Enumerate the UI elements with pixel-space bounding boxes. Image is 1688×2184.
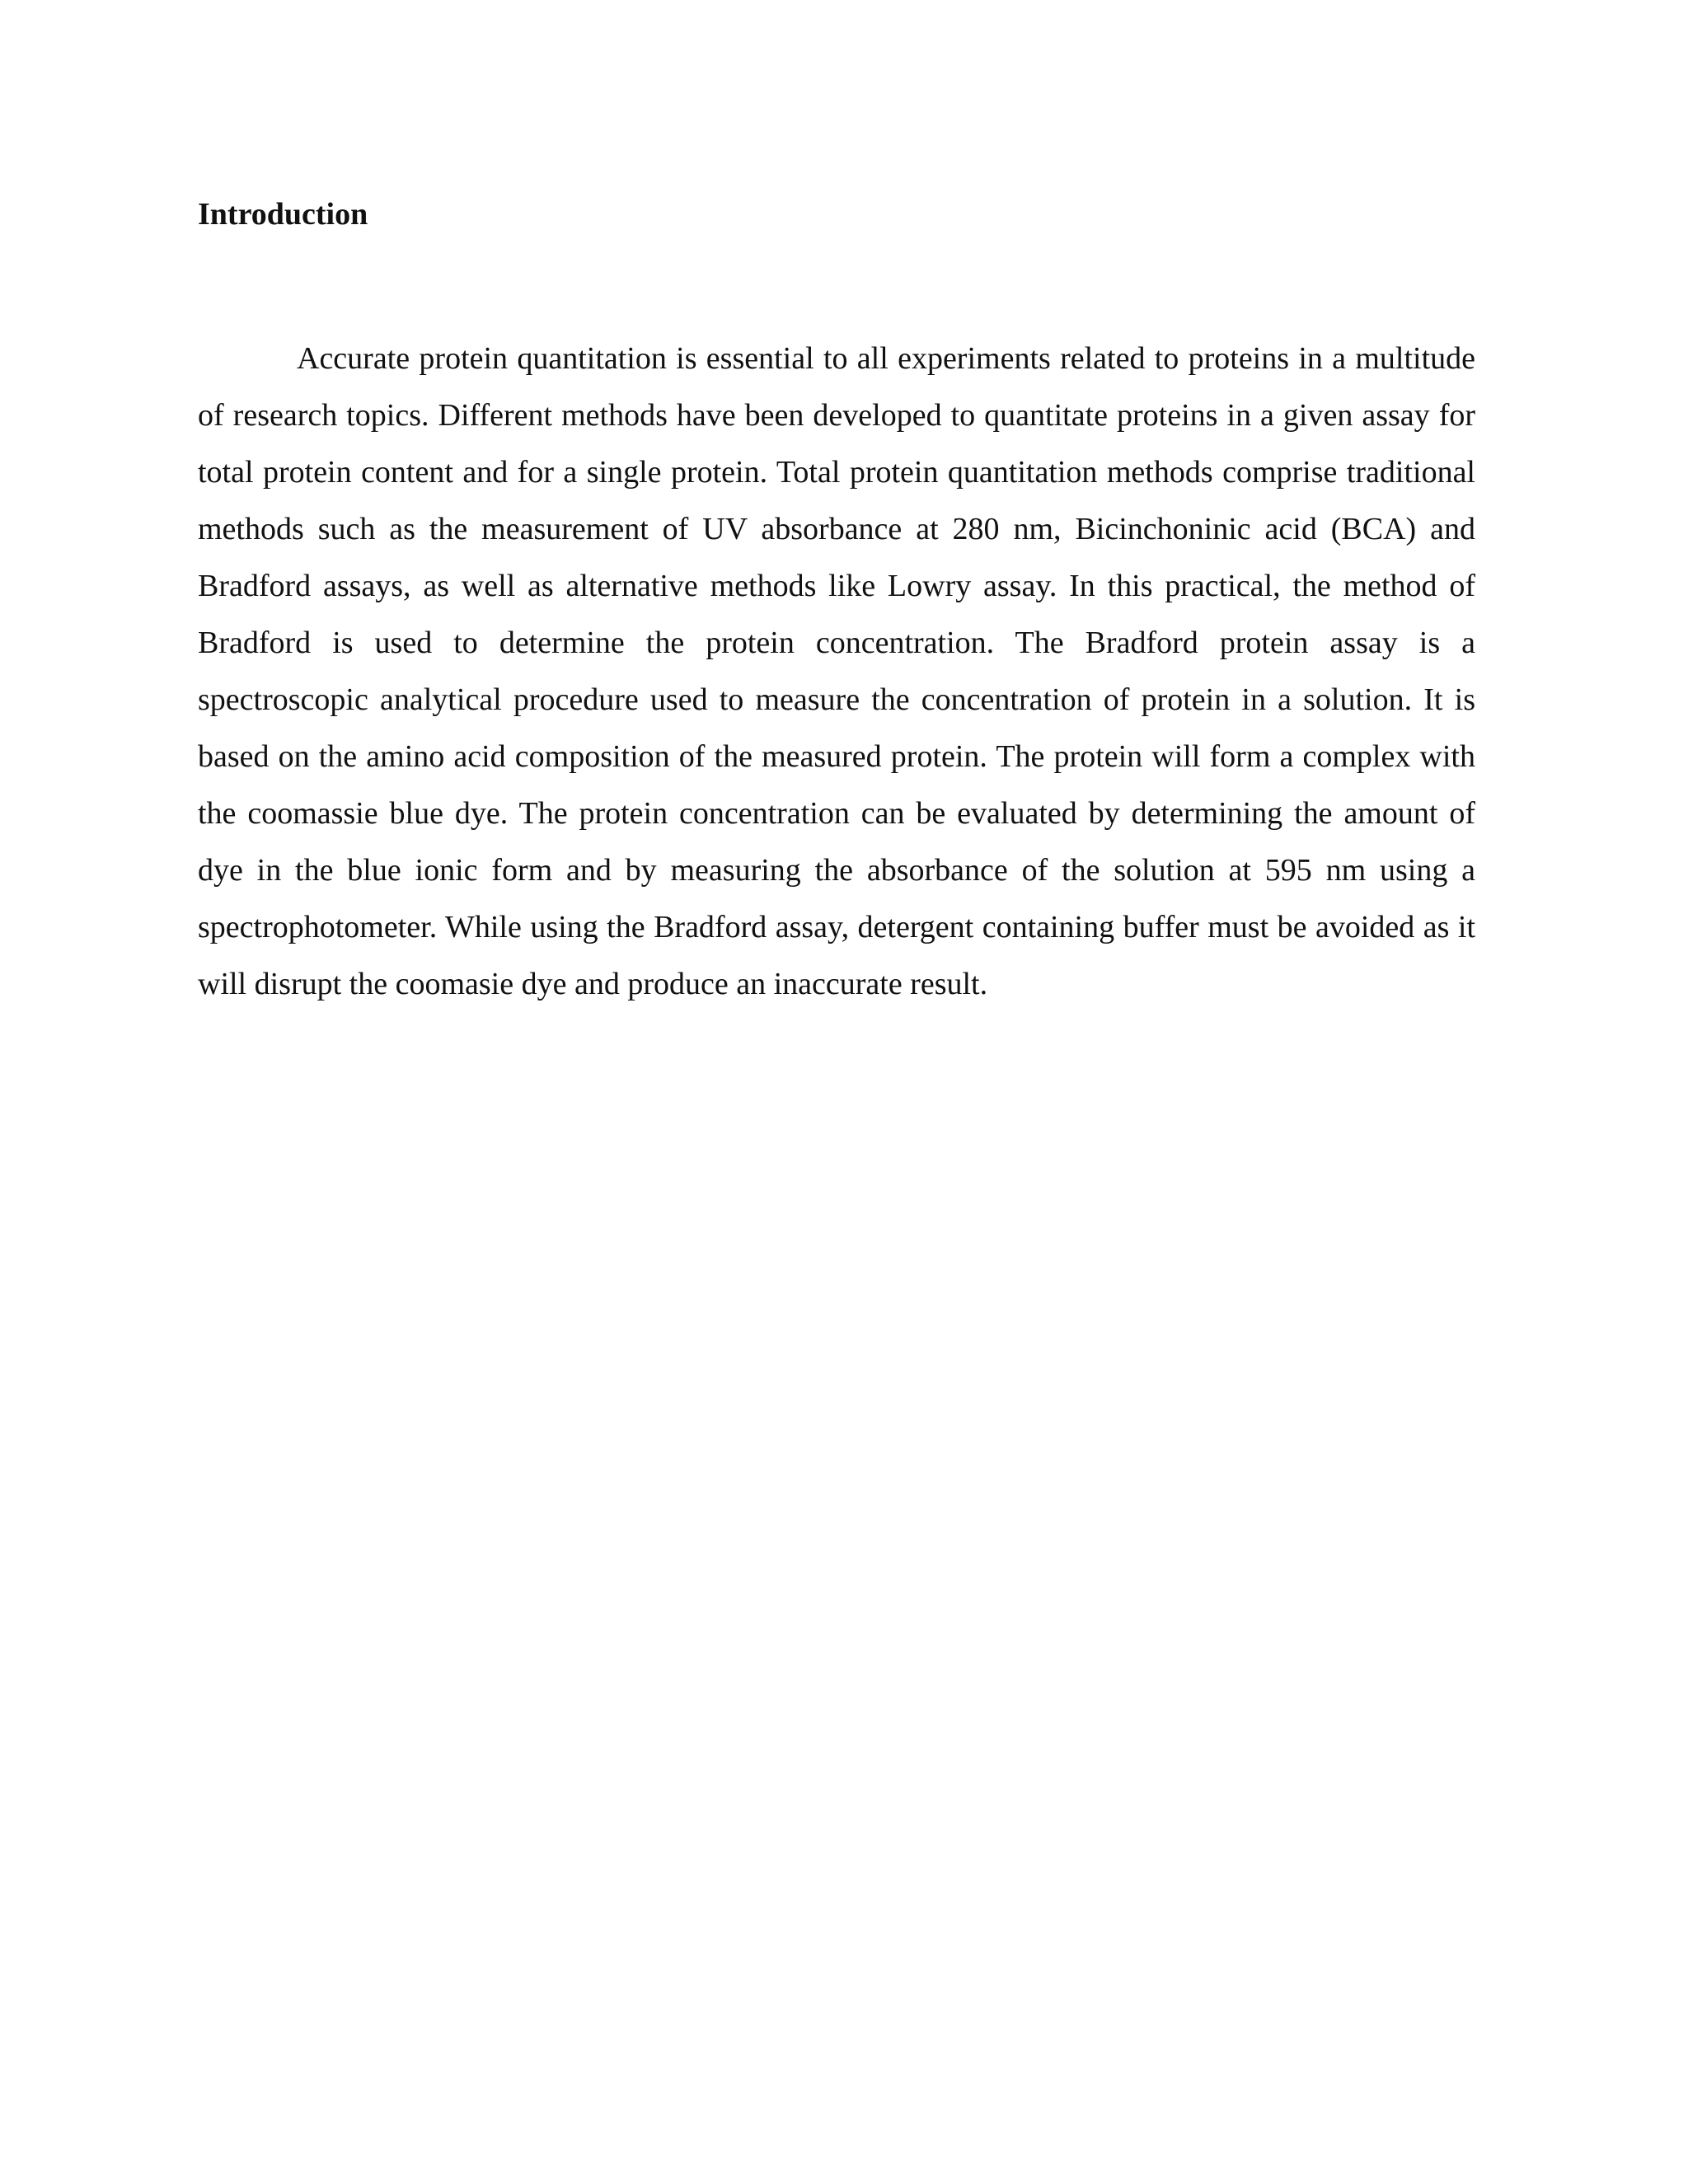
section-heading: Introduction (198, 197, 368, 232)
introduction-paragraph: Accurate protein quantitation is essential to all experiments related to proteins in a multitude of research topics. Different methods have been developed to quantitate proteins in a given assay for total protein content and for a single protein. Total protein quantitation methods comprise traditional methods such as the measurement of UV absorbance at 280 nm, Bicinchoninic acid (BCA) and Bradford assays, as well as alternative methods like Lowry assay. In this practical, the method of Bradford is used to determine the protein concentration. The Bradford protein assay is a spectroscopic analytical procedure used to measure the concentration of protein in a solution. It is based on the amino acid composition of the measured protein. The protein will form a complex with the coomassie blue dye. The protein concentration can be evaluated by determining the amount of dye in the blue ionic form and by measuring the absorbance of the solution at 595 nm using a spectrophotometer. While using the Bradford assay, detergent containing buffer must be avoided as it will disrupt the coomasie dye and produce an inaccurate result. (198, 341, 1475, 1001)
